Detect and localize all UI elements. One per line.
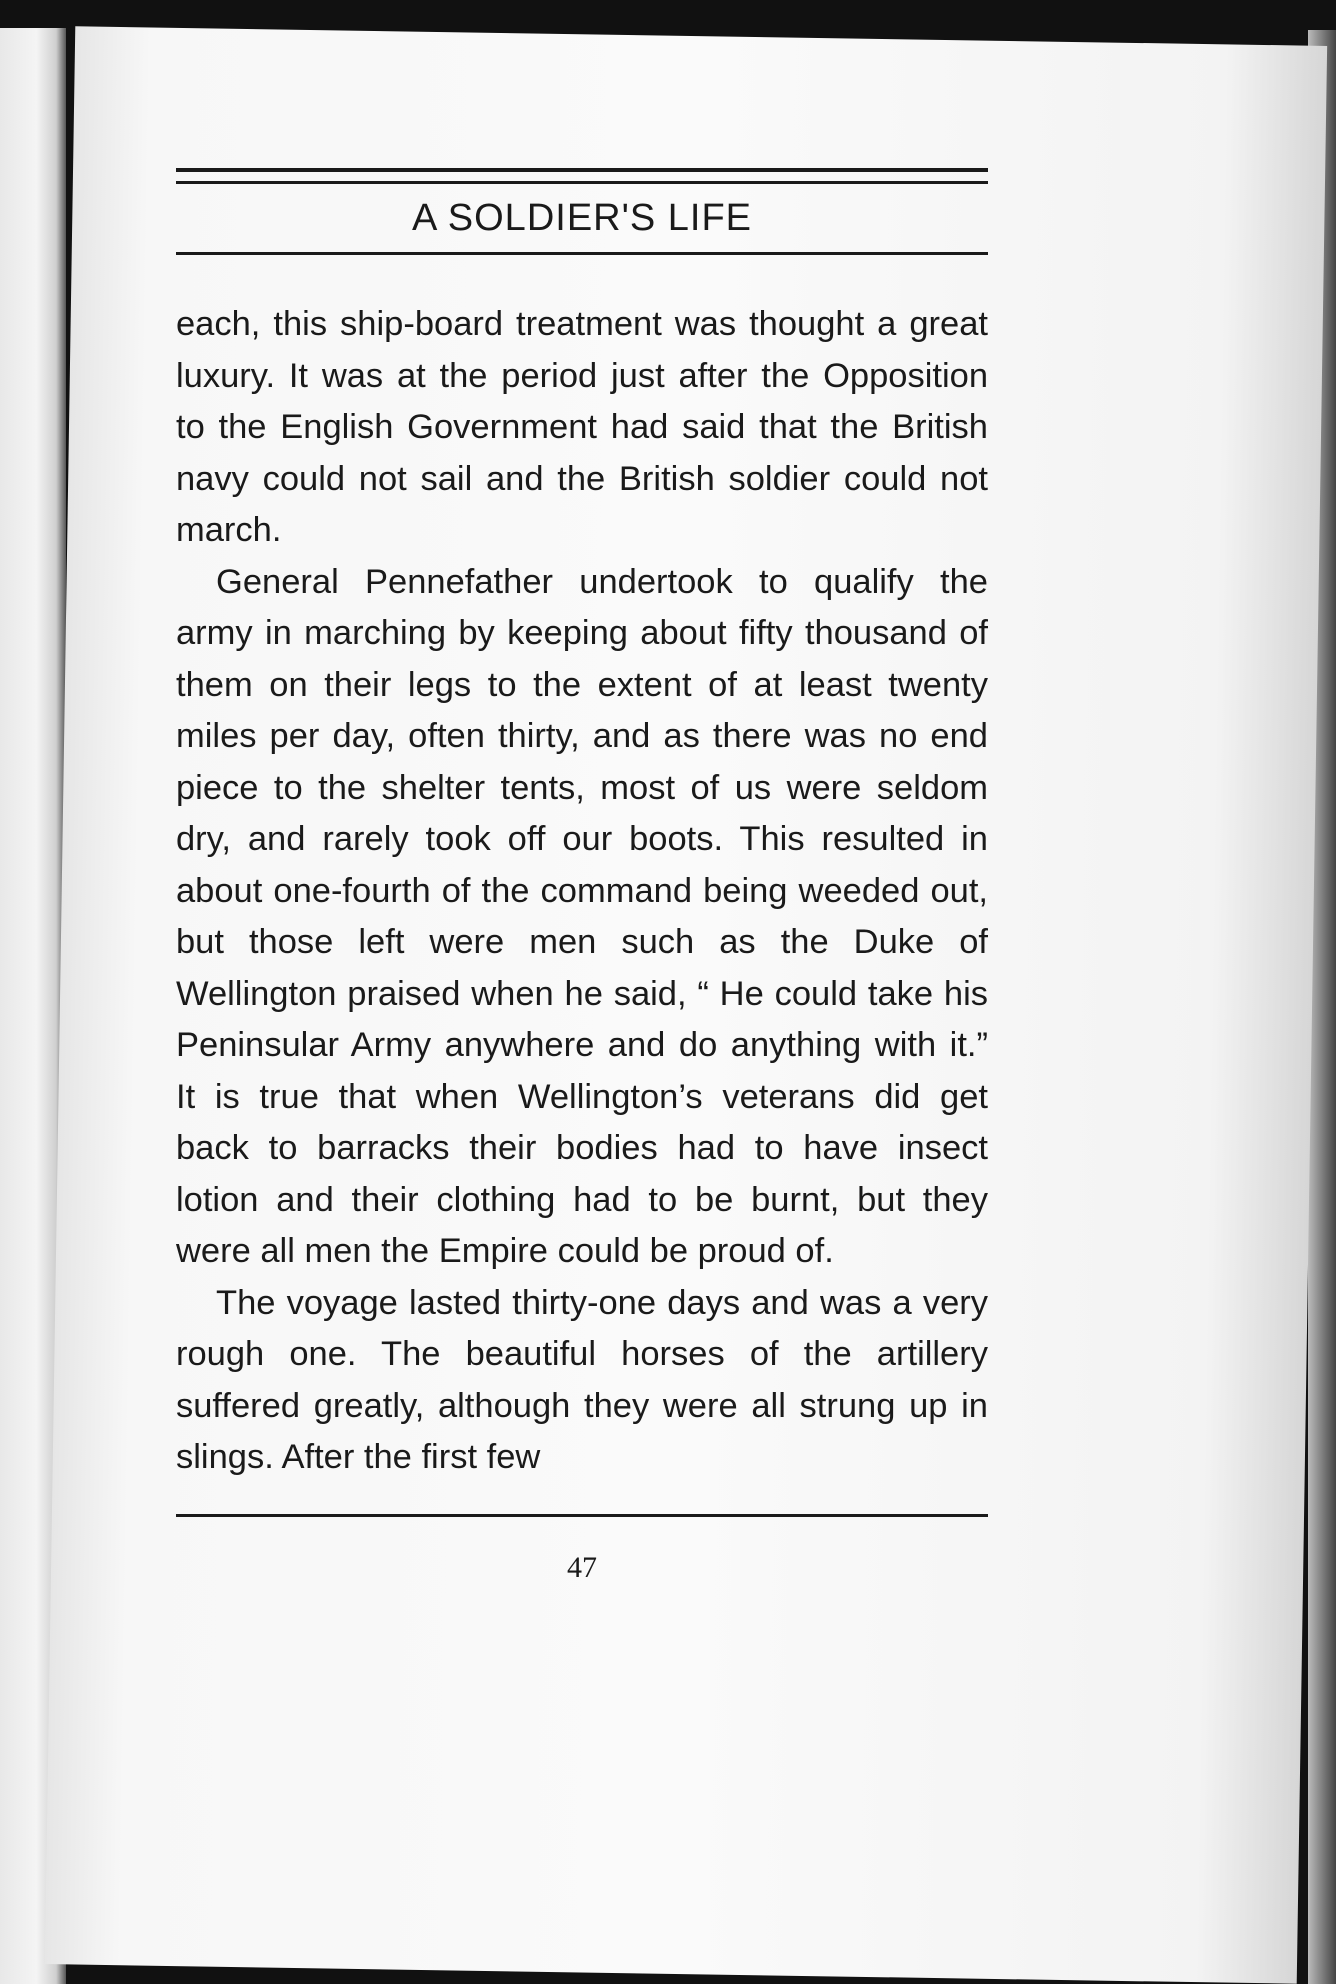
paragraph-3: The voyage lasted thirty-one days and was a very rough one. The beautiful horses of the artillery suffered greatly, although they were all strung up in slings. After the first few [176, 1283, 988, 1476]
header-double-rule [176, 168, 988, 184]
running-head: A SOLDIER'S LIFE [411, 197, 753, 239]
paragraph-1: each, this ship-board treatment was thought a great luxury. It was at the period just after the Opposition to the English Government had said that the British navy could not sail and the British soldier could not march. [176, 305, 988, 549]
header-rule [176, 252, 988, 255]
page-text-block [176, 168, 988, 1585]
footer-rule [176, 1514, 988, 1517]
body-text [176, 299, 988, 1484]
paragraph-2: General Pennefather undertook to qualify the army in marching by keeping about fifty thousand of them on their legs to the extent of at least twenty miles per day, often thirty, and as there was no end piece to the shelter tents, most of us were seldom dry, and rarely took off our boots. This resulted in about one-fourth of the command being weeded out, but those left were men such as the Duke of Wellington praised when he said, “ He could take his Peninsular Army anywhere and do anything with it.” It is true that when Wellington’s veterans did get back to barracks their bodies had to have insect lotion and their clothing had to be burnt, but they were all men the Empire could be proud of. [176, 562, 988, 1270]
page-number: 47 [567, 1550, 597, 1584]
